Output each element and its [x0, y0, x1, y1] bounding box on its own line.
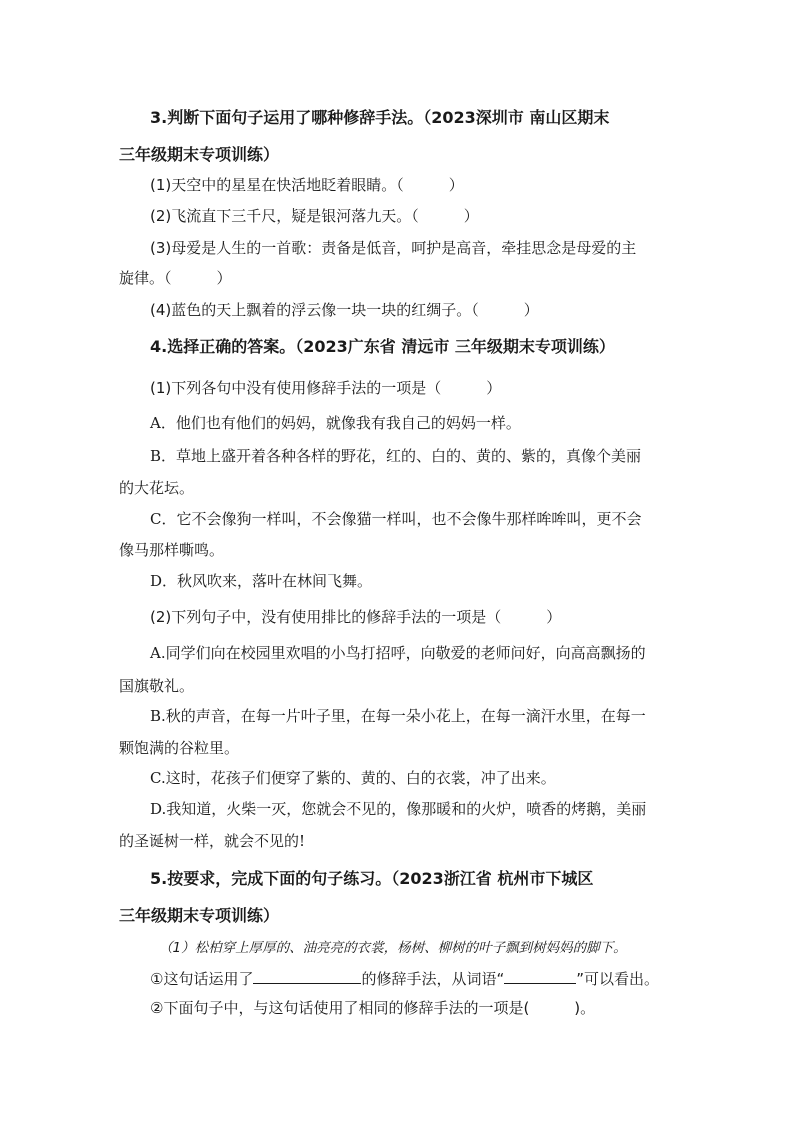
- q4-sub1-option-a: A．他们也有他们的妈妈，就像我有我自己的妈妈一样。: [150, 414, 521, 432]
- q5-question-2: ②下面句子中，与这句话使用了相同的修辞手法的一项是( )。: [150, 999, 596, 1017]
- q3-title: 3.判断下面句子运用了哪种修辞手法。（2023深圳市 南山区期末: [150, 108, 610, 127]
- q5-question-1: [150, 967, 659, 989]
- q4-sub2-option-a-cont: 国旗敬礼。: [119, 677, 195, 695]
- q4-sub1-option-b: B．草地上盛开着各种各样的野花，红的、白的、黄的、紫的，真像个美丽: [150, 447, 642, 465]
- q3-item-1: (1)天空中的星星在快活地眨着眼睛。（ ）: [150, 176, 464, 194]
- q4-sub1-option-b-cont: 的大花坛。: [119, 479, 195, 497]
- q4-sub1-option-c: C．它不会像狗一样叫，不会像猫一样叫，也不会像牛那样哞哞叫，更不会: [150, 510, 642, 528]
- q5-title: 5.按要求，完成下面的句子练习。（2023浙江省 杭州市下城区: [150, 869, 594, 888]
- q4-sub2-option-b: B.秋的声音，在每一片叶子里，在每一朵小花上，在每一滴汗水里，在每一: [150, 707, 646, 725]
- q4-sub2: (2)下列句子中，没有使用排比的修辞手法的一项是（ ）: [150, 608, 562, 626]
- q5-question-1-part-a: ①这句话运用了: [150, 970, 254, 988]
- q4-sub2-option-d: D.我知道，火柴一灭，您就会不见的，像那暖和的火炉，喷香的烤鹅，美丽: [150, 800, 647, 818]
- word-blank[interactable]: [504, 967, 576, 984]
- q3-item-3-cont: 旋律。（ ）: [119, 269, 232, 287]
- q5-title-cont: 三年级期末专项训练）: [119, 906, 280, 925]
- q5-question-1-part-b: 的修辞手法，从词语“: [361, 970, 505, 988]
- q4-sub2-option-a: A.同学们向在校园里欢唱的小鸟打招呼，向敬爱的老师问好，向高高飘扬的: [150, 644, 646, 662]
- q5-question-1-part-c: ”可以看出。: [576, 970, 660, 988]
- q4-sub1: (1)下列各句中没有使用修辞手法的一项是（ ）: [150, 379, 502, 397]
- q3-item-2: (2)飞流直下三千尺，疑是银河落九天。（ ）: [150, 207, 479, 225]
- q5-sentence: （1）松柏穿上厚厚的、油亮亮的衣裳，杨树、柳树的叶子飘到树妈妈的脚下。: [159, 940, 627, 956]
- q4-title: 4.选择正确的答案。（2023广东省 清远市 三年级期末专项训练）: [150, 337, 615, 356]
- q4-sub2-option-c: C.这时，花孩子们便穿了紫的、黄的、白的衣裳，冲了出来。: [150, 769, 556, 787]
- q3-title-cont: 三年级期末专项训练）: [119, 145, 280, 164]
- q4-sub1-option-d: D．秋风吹来，落叶在林间飞舞。: [150, 572, 373, 590]
- rhetoric-blank[interactable]: [253, 967, 361, 984]
- q4-sub1-option-c-cont: 像马那样嘶鸣。: [119, 541, 225, 559]
- q4-sub2-option-d-cont: 的圣诞树一样，就会不见的!: [119, 832, 306, 850]
- q3-item-4: (4)蓝色的天上飘着的浮云像一块一块的红绸子。（ ）: [150, 301, 539, 319]
- q4-sub2-option-b-cont: 颗饱满的谷粒里。: [119, 739, 240, 757]
- q3-item-3: (3)母爱是人生的一首歌：责备是低音，呵护是高音，牵挂思念是母爱的主: [150, 239, 637, 257]
